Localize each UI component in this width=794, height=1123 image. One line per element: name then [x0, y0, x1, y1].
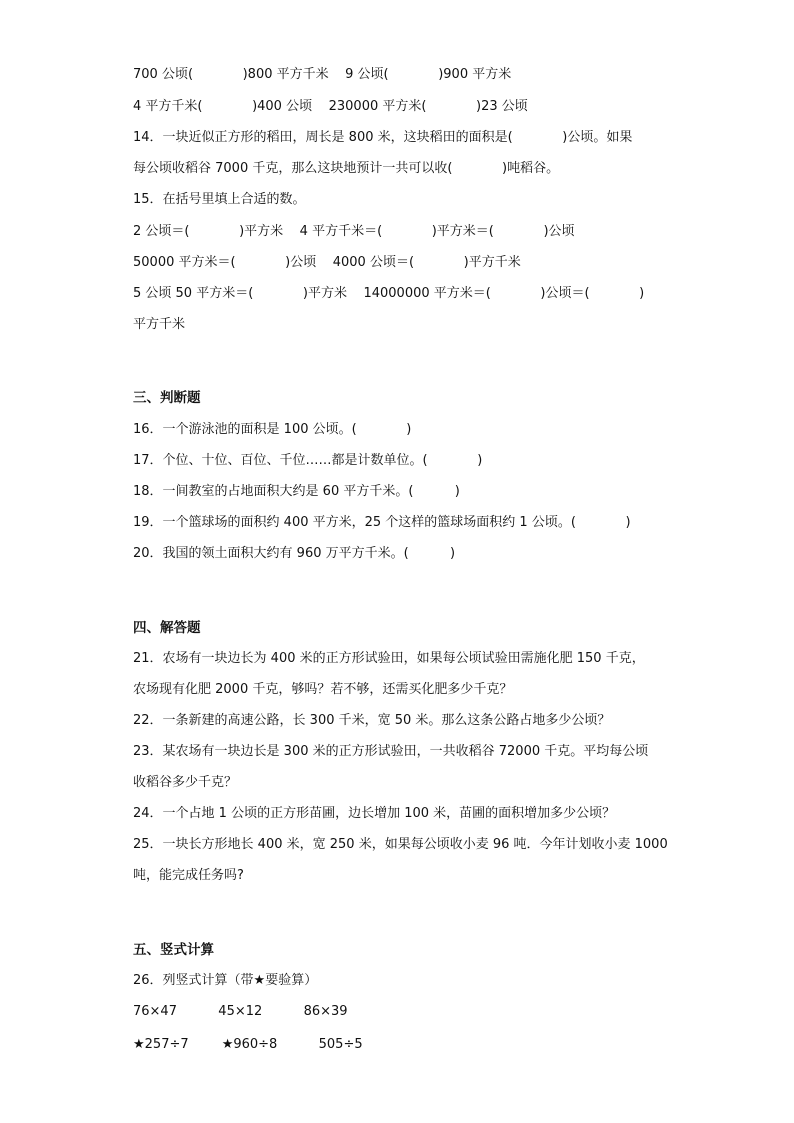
text-line-1: 700 公顷( )800 平方千米 9 公顷( )900 平方米 [133, 67, 512, 82]
question-25-line-2: 吨，能完成任务吗? [133, 868, 244, 883]
section-5-heading: 五、竖式计算 [133, 942, 214, 958]
question-22: 22．一条新建的高速公路，长 300 千米，宽 50 米。那么这条公路占地多少公顷？ [133, 713, 611, 728]
section-3-heading: 三、判断题 [133, 390, 201, 406]
question-15: 15．在括号里填上合适的数。 [133, 192, 306, 207]
question-25-line-1: 25．一块长方形地长 400 米，宽 250 米，如果每公顷收小麦 96 吨．今年计划收小麦 1000 [133, 837, 668, 852]
question-21-line-2: 农场现有化肥 2000 千克，够吗？若不够，还需买化肥多少千克？ [133, 682, 513, 697]
question-26: 26．列竖式计算（带★要验算） [133, 973, 318, 988]
question-24: 24．一个占地 1 公顷的正方形苗圃，边长增加 100 米，苗圃的面积增加多少公顷？ [133, 806, 616, 821]
question-15-line-4: 平方千米 [133, 317, 186, 332]
question-15-line-2: 50000 平方米＝( )公顷 4000 公顷＝( )平方千米 [133, 255, 521, 270]
question-14-line-2: 每公顷收稻谷 7000 千克，那么这块地预计一共可以收( )吨稻谷。 [133, 161, 560, 176]
section-4-heading: 四、解答题 [133, 620, 201, 636]
question-16: 16．一个游泳池的面积是 100 公顷。( ) [133, 422, 412, 437]
calc-row-2: ★257÷7 ★960÷8 505÷5 [133, 1037, 363, 1052]
question-18: 18．一间教室的占地面积大约是 60 平方千米。( ) [133, 484, 460, 499]
text-line-2: 4 平方千米( )400 公顷 230000 平方米( )23 公顷 [133, 99, 528, 114]
question-14-line-1: 14．一块近似正方形的稻田，周长是 800 米，这块稻田的面积是( )公顷。如果 [133, 130, 633, 145]
question-20: 20．我国的领土面积大约有 960 万平方千米。( ) [133, 546, 456, 561]
question-19: 19．一个篮球场的面积约 400 平方米，25 个这样的篮球场面积约 1 公顷。( ) [133, 515, 631, 530]
question-23-line-1: 23．某农场有一块边长是 300 米的正方形试验田，一共收稻谷 72000 千克。平均每公顷 [133, 744, 649, 759]
calc-row-1: 76×47 45×12 86×39 [133, 1004, 348, 1019]
question-17: 17．个位、十位、百位、千位……都是计数单位。( ) [133, 453, 483, 468]
question-15-line-1: 2 公顷＝( )平方米 4 平方千米＝( )平方米＝( )公顷 [133, 224, 575, 239]
question-15-line-3: 5 公顷 50 平方米＝( )平方米 14000000 平方米＝( )公顷＝( ) [133, 286, 645, 301]
question-21-line-1: 21．农场有一块边长为 400 米的正方形试验田，如果每公顷试验田需施化肥 150 千克， [133, 651, 645, 666]
question-23-line-2: 收稻谷多少千克？ [133, 775, 238, 790]
